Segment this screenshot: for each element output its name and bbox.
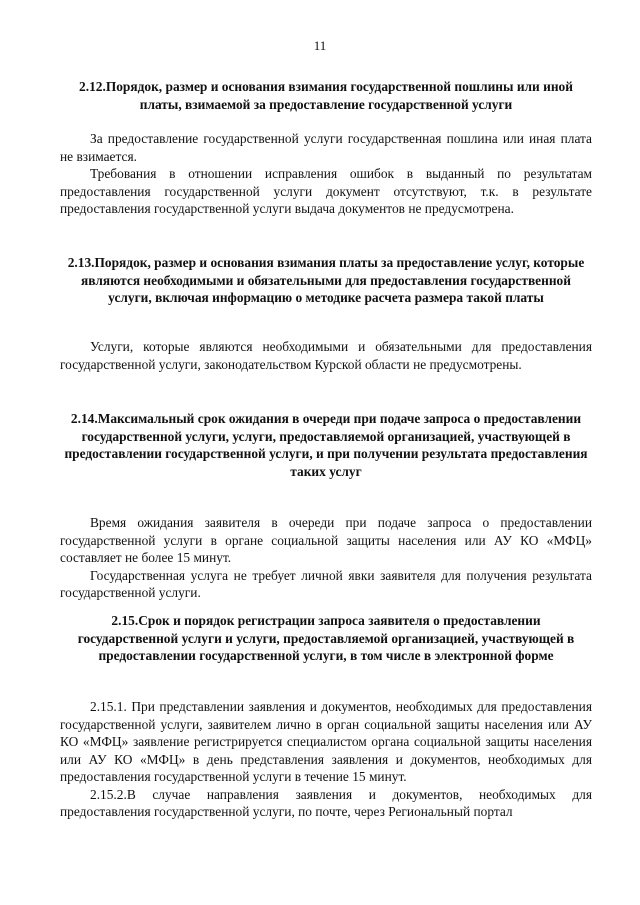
paragraph: Государственная услуга не требует личной явки заявителя для получения результата государственной услуги. — [60, 567, 592, 600]
paragraph: 2.15.2.В случае направления заявления и документов, необходимых для предоставления государственной услуги, по почте, через Региональный портал — [60, 786, 592, 819]
section-2-15-heading — [60, 612, 592, 665]
section-2-13-body — [60, 338, 592, 373]
section-heading: 2.12.Порядок, размер и основания взимания государственной пошлины или иной платы, взимаемой за предоставление государственной услуги — [79, 79, 573, 112]
paragraph: 2.15.1. При представлении заявления и документов, необходимых для предоставления государственной услуги, заявителем лично в орган социальной защиты населения или АУ КО «МФЦ» заявление регистрируется специалистом органа социальной защиты населения или АУ КО «МФЦ» в день представления заявления и документов, необходимых для предоставления государственной услуги в течение 15 минут. — [60, 699, 592, 784]
section-2-13-heading — [60, 254, 592, 307]
section-2-12-heading — [60, 78, 592, 113]
paragraph: Услуги, которые являются необходимыми и обязательными для предоставления государственной услуги, законодательством Курской области не предусмотрены. — [60, 339, 592, 372]
paragraph: Время ожидания заявителя в очереди при подаче запроса о предоставлении государственной услуги в органе социальной защиты населения или АУ КО «МФЦ» составляет не более 15 минут. — [60, 515, 592, 565]
section-2-15-body — [60, 698, 592, 821]
page-number: 11 — [313, 38, 327, 53]
paragraph: За предоставление государственной услуги государственная пошлина или иная плата не взимается. — [60, 131, 592, 164]
section-2-12-body — [60, 130, 592, 218]
section-heading: 2.15.Срок и порядок регистрации запроса заявителя о предоставлении государственной услуги и услуги, предоставляемой организацией, участвующей в предоставлении государственной услуги, в том числе в электронной форме — [77, 613, 575, 663]
paragraph: Требования в отношении исправления ошибок в выданный по результатам предоставления государственной услуги документ отсутствуют, т.к. в результате предоставления государственной услуги выдача документов не предусмотрена. — [60, 166, 592, 216]
section-heading: 2.14.Максимальный срок ожидания в очереди при подаче запроса о предоставлении государственной услуги, услуги, предоставляемой организацией, участвующей в предоставлении государственной услуги, и при получении результата предоставления таких услуг — [64, 411, 588, 479]
section-2-14-heading — [60, 410, 592, 480]
section-2-14-body — [60, 514, 592, 602]
section-heading: 2.13.Порядок, размер и основания взимания платы за предоставление услуг, которые являются необходимыми и обязательными для предоставления государственной услуги, включая информацию о методике расчета размера такой платы — [67, 255, 585, 305]
